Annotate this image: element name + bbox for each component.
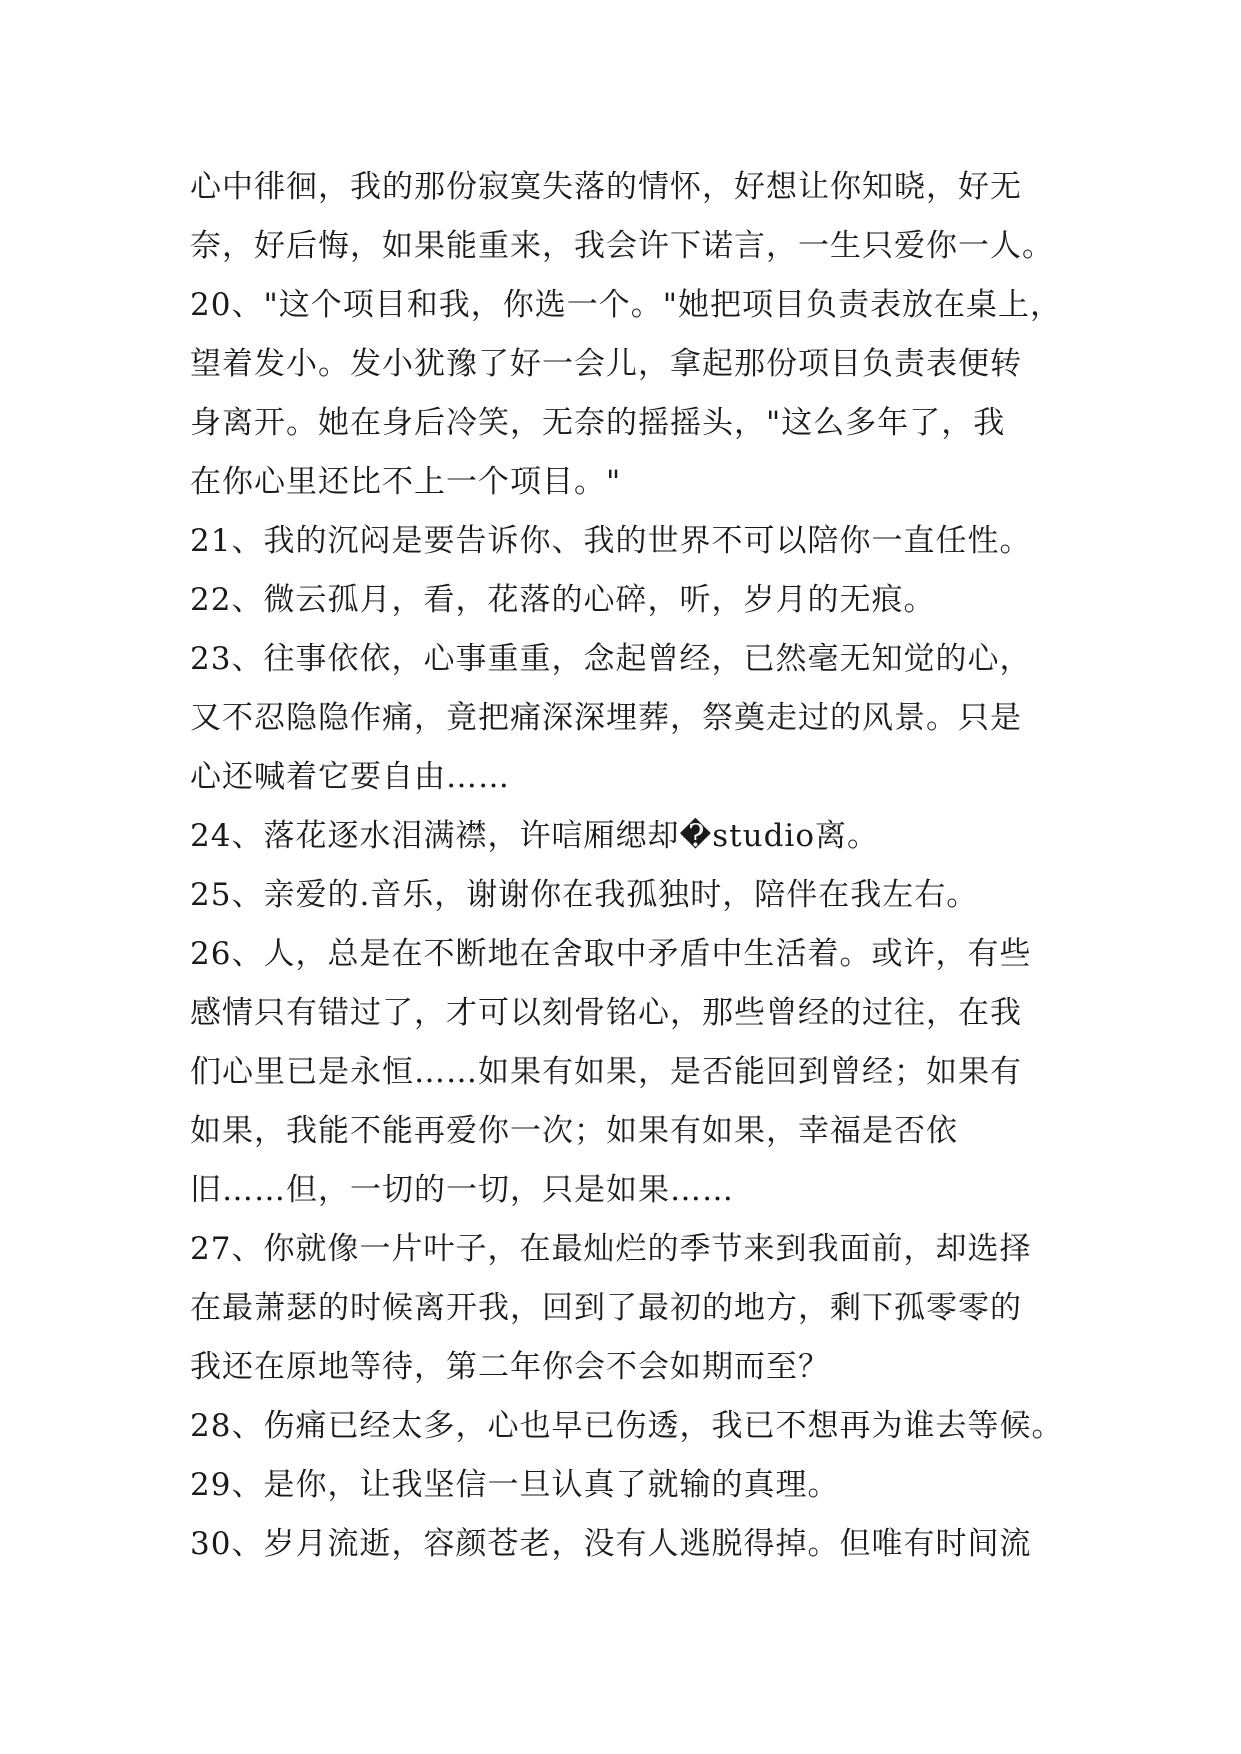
text-line: 24、落花逐水泪满襟，许唁厢缌却�studio离。: [190, 818, 879, 854]
text-line: 心中徘徊，我的那份寂寞失落的情怀，好想让你知晓，好无: [190, 169, 1022, 205]
text-line: 28、伤痛已经太多，心也早已伤透，我已不想再为谁去等候。: [190, 1408, 1064, 1444]
body-text: [190, 158, 1064, 1574]
text-line: 27、你就像一片叶子，在最灿烂的季节来到我面前，却选择: [190, 1231, 1032, 1267]
text-line: 又不忍隐隐作痛，竟把痛深深埋葬，祭奠走过的风景。只是: [190, 700, 1022, 736]
text-line: 望着发小。发小犹豫了好一会儿，拿起那份项目负责表便转: [190, 346, 1022, 382]
text-line: 身离开。她在身后冷笑，无奈的摇摇头，"这么多年了，我: [190, 405, 1006, 441]
text-line: 在最萧瑟的时候离开我，回到了最初的地方，剩下孤零零的: [190, 1290, 1022, 1326]
text-line: 们心里已是永恒……如果有如果，是否能回到曾经；如果有: [190, 1054, 1022, 1090]
text-line: 心还喊着它要自由……: [190, 759, 510, 795]
text-line: 22、微云孤月，看，花落的心碎，听，岁月的无痕。: [190, 582, 936, 618]
text-line: 21、我的沉闷是要告诉你、我的世界不可以陪你一直任性。: [190, 523, 1032, 559]
text-line: 25、亲爱的.音乐，谢谢你在我孤独时，陪伴在我左右。: [190, 877, 979, 913]
text-line: 在你心里还比不上一个项目。": [190, 464, 622, 500]
text-line: 23、往事依依，心事重重，念起曾经，已然毫无知觉的心，: [190, 641, 1032, 677]
text-line: 26、人，总是在不断地在舍取中矛盾中生活着。或许，有些: [190, 936, 1032, 972]
text-line: 感情只有错过了，才可以刻骨铭心，那些曾经的过往，在我: [190, 995, 1022, 1031]
text-line: 奈，好后悔，如果能重来，我会许下诺言，一生只爱你一人。: [190, 228, 1054, 264]
text-line: 旧……但，一切的一切，只是如果……: [190, 1172, 734, 1208]
text-line: 我还在原地等待，第二年你会不会如期而至？: [190, 1349, 830, 1385]
text-line: 30、岁月流逝，容颜苍老，没有人逃脱得掉。但唯有时间流: [190, 1526, 1032, 1562]
text-line: 20、"这个项目和我，你选一个。"她把项目负责表放在桌上，: [190, 287, 1062, 323]
text-line: 29、是你，让我坚信一旦认真了就输的真理。: [190, 1467, 840, 1503]
text-line: 如果，我能不能再爱你一次；如果有如果，幸福是否依: [190, 1113, 958, 1149]
